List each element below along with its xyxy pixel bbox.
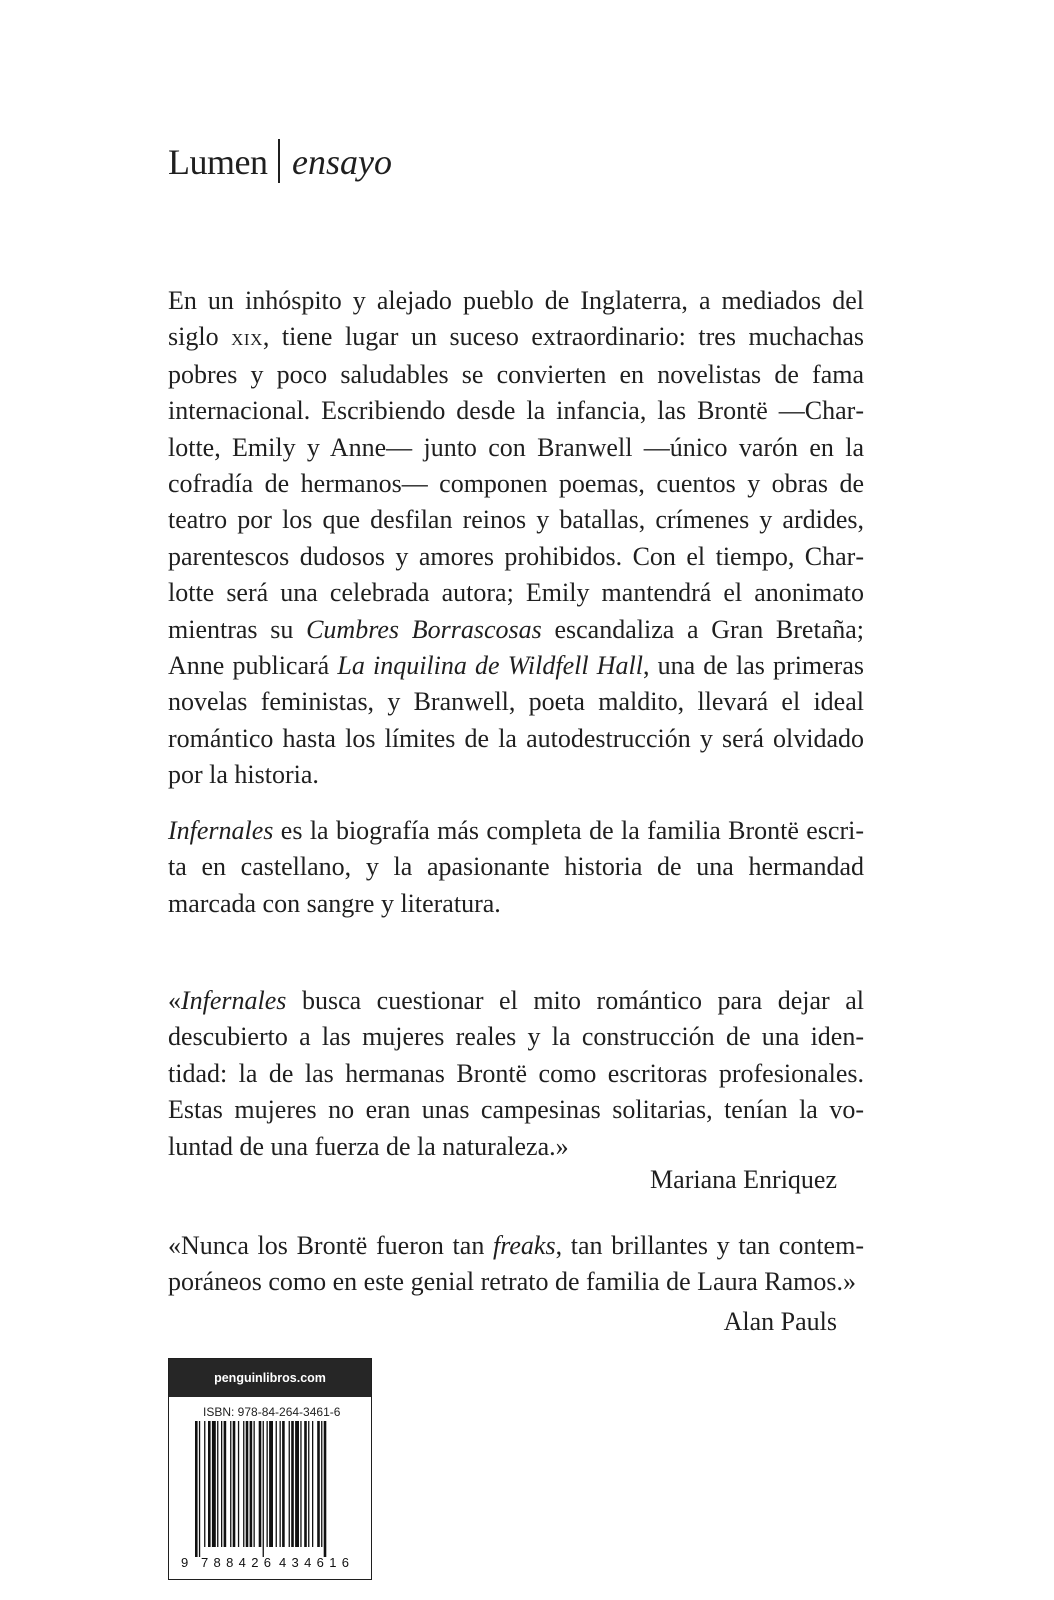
- barcode-bar: [280, 1421, 281, 1547]
- barcode-bar: [289, 1421, 290, 1547]
- barcode-bar: [321, 1421, 322, 1547]
- barcode-bar: [263, 1421, 264, 1557]
- century-numeral: xix: [231, 325, 263, 352]
- barcode-bar: [238, 1421, 239, 1547]
- emphasis: freaks: [493, 1231, 556, 1260]
- barcode-bar: [259, 1421, 262, 1547]
- barcode-bar: [195, 1421, 198, 1557]
- barcode-bar: [230, 1421, 231, 1547]
- barcode-bar: [221, 1421, 222, 1547]
- barcode-bar: [267, 1421, 268, 1547]
- barcode-bar: [250, 1421, 253, 1547]
- imprint-logo: [168, 140, 392, 184]
- synopsis-paragraph-1: En un inhóspito y alejado pueblo de Inglaterra, a mediados del siglo xix, tiene lugar un suceso extraordinario: tres muchachas pobres y poco saludables se convierten en novelistas de fama internacional. Escribiendo desde la infancia, las Brontë —Charlotte, Emily y Anne— junto con Branwell —único varón en la cofradía de hermanos— componen poemas, cuentos y obras de teatro por los que desfilan reinos y batallas, crímenes y ardides, parentescos dudosos y amores prohibidos. Con el tiempo, Charlotte será una celebrada autora; Emily mantendrá el anonimato mientras su Cumbres Borrascosas escandaliza a Gran Bretaña; Anne publicará La inquilina de Wildfell Hall, una de las primeras novelas feministas, y Branwell, poeta maldito, llevará el ideal romántico hasta los límites de la autodestrucción y será olvidado por la historia.: [168, 286, 864, 790]
- barcode-bar: [269, 1421, 273, 1547]
- book-title: Infernales: [181, 986, 287, 1015]
- barcode-bar: [224, 1421, 227, 1547]
- barcode-bar: [282, 1421, 285, 1547]
- book-title: La inquilina de Wildfell Hall: [337, 651, 643, 681]
- barcode-bar: [300, 1421, 301, 1547]
- barcode-digits-left: 788426: [201, 1555, 271, 1570]
- imprint-brand: Lumen: [168, 142, 268, 182]
- book-title: Cumbres Borrascosas: [306, 614, 542, 644]
- barcode-bar: [295, 1421, 299, 1547]
- barcode-bar: [304, 1421, 307, 1547]
- barcode-bar: [324, 1421, 327, 1557]
- barcode-bar: [308, 1421, 309, 1547]
- barcode-bar: [276, 1421, 277, 1547]
- barcode: [179, 1421, 363, 1571]
- barcode-bar: [246, 1421, 249, 1547]
- barcode-bar: [291, 1421, 294, 1547]
- barcode-bar: [199, 1421, 200, 1557]
- synopsis-paragraph-2: Infernales es la biografía más completa de la familia Brontë escrita en castellano, y la apasionante historia de una hermandad marcada con sangre y literatura.: [168, 816, 864, 918]
- barcode-bar: [208, 1421, 211, 1547]
- barcode-bar: [312, 1421, 313, 1547]
- barcode-bar: [204, 1421, 205, 1547]
- barcode-bar: [254, 1421, 255, 1547]
- blurb-quote-2: «Nunca los Brontë fueron tan freaks, tan brillantes y tan contemporáneos como en este genial retrato de familia de Laura Ramos.»: [168, 1231, 864, 1297]
- blurb-author-1: Mariana Enriquez: [650, 1165, 837, 1194]
- barcode-bar: [212, 1421, 216, 1547]
- barcode-bar: [233, 1421, 236, 1547]
- book-title: Infernales: [168, 816, 274, 845]
- barcode-bar: [317, 1421, 320, 1547]
- blurb-author-2: Alan Pauls: [723, 1307, 837, 1336]
- imprint-series: ensayo: [291, 142, 392, 182]
- imprint-divider: [278, 139, 280, 183]
- publisher-url: penguinlibros.com: [169, 1359, 371, 1397]
- barcode-digits-right: 434616: [279, 1555, 349, 1570]
- blurb-quote-1: «Infernales busca cuestionar el mito romántico para dejar al descubierto a las mujeres reales y la construcción de una identidad: la de las hermanas Brontë como escritoras profesionales. Estas mujeres no eran unas campesinas solitarias, tenían la voluntad de una fuerza de la naturaleza.»: [168, 986, 864, 1161]
- barcode-digit-first: 9: [181, 1555, 189, 1570]
- isbn-barcode-box: [168, 1358, 372, 1580]
- isbn-number: ISBN: 978-84-264-3461-6: [203, 1405, 341, 1419]
- barcode-bar: [243, 1421, 244, 1547]
- barcode-bar: [217, 1421, 218, 1547]
